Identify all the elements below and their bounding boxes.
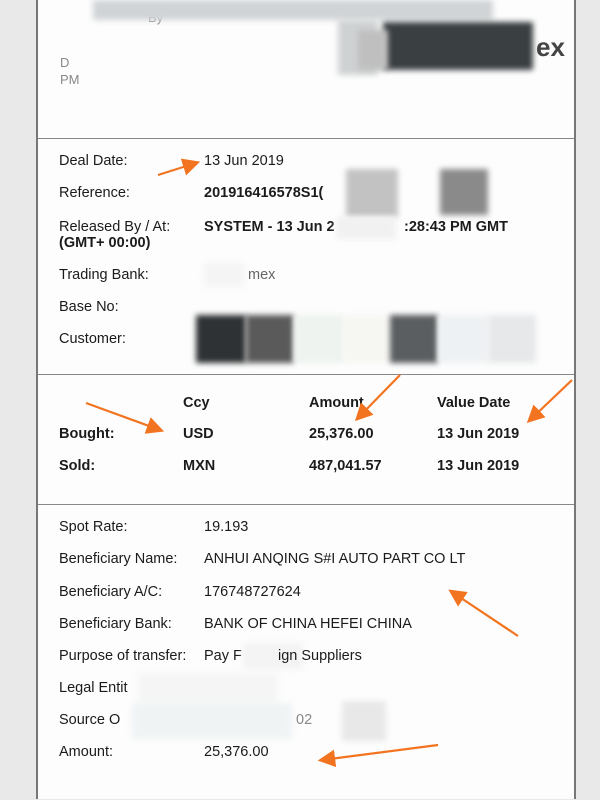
logo-text: ex [536,32,565,62]
trading-bank-value: mex [248,267,276,283]
purpose-value: Pay F [204,648,242,664]
row-amount: 25,376.00 [309,426,374,442]
deal-date-value: 13 Jun 2019 [204,153,284,169]
spot-rate-value: 19.193 [204,519,249,535]
arrow-icon [358,375,400,418]
arrow-icon [322,745,438,760]
column-header-value-date: Value Date [437,395,511,411]
arrow-icon [452,592,518,636]
beneficiary-bank-label: Beneficiary Bank: [59,616,172,632]
spot-rate-label: Spot Rate: [59,519,128,535]
released-label: Released By / At: [59,219,171,235]
row-value-date: 13 Jun 2019 [437,458,520,474]
row-amount: 487,041.57 [309,458,382,474]
trading-bank-label: Trading Bank: [59,267,149,283]
column-header-ccy: Ccy [183,395,210,411]
header-fragment: D [60,55,70,70]
amount-value: 25,376.00 [204,744,269,760]
purpose-label: Purpose of transfer: [59,648,187,664]
beneficiary-bank-value: BANK OF CHINA HEFEI CHINA [204,616,412,632]
purpose-value-end: ign Suppliers [278,648,362,664]
row-label: Sold: [59,458,96,474]
header-fragment: PM [60,72,80,87]
released-label-gmt: (GMT+ 00:00) [59,235,151,251]
row-label: Bought: [59,426,115,442]
base-no-label: Base No: [59,299,119,315]
released-value-time: :28:43 PM GMT [404,219,508,235]
deal-date-label: Deal Date: [59,153,128,169]
beneficiary-ac-label: Beneficiary A/C: [59,584,163,600]
source-value-fragment: 02 [296,712,313,728]
column-header-amount: Amount [309,395,364,411]
released-value: SYSTEM - 13 Jun 2 [204,219,335,235]
arrow-icon [86,403,160,430]
arrow-icon [530,380,572,420]
legal-entity-label: Legal Entit [59,680,128,696]
row-ccy: MXN [183,458,216,474]
row-ccy: USD [183,426,214,442]
reference-label: Reference: [59,185,130,201]
reference-value: 201916416578S1( [204,185,324,201]
beneficiary-ac-value: 176748727624 [204,584,301,600]
beneficiary-name-value: ANHUI ANQING S#I AUTO PART CO LT [204,551,466,567]
customer-label: Customer: [59,331,126,347]
row-value-date: 13 Jun 2019 [437,426,520,442]
source-label: Source O [59,712,121,728]
amount-label: Amount: [59,744,113,760]
beneficiary-name-label: Beneficiary Name: [59,551,178,567]
arrow-icon [158,163,196,175]
